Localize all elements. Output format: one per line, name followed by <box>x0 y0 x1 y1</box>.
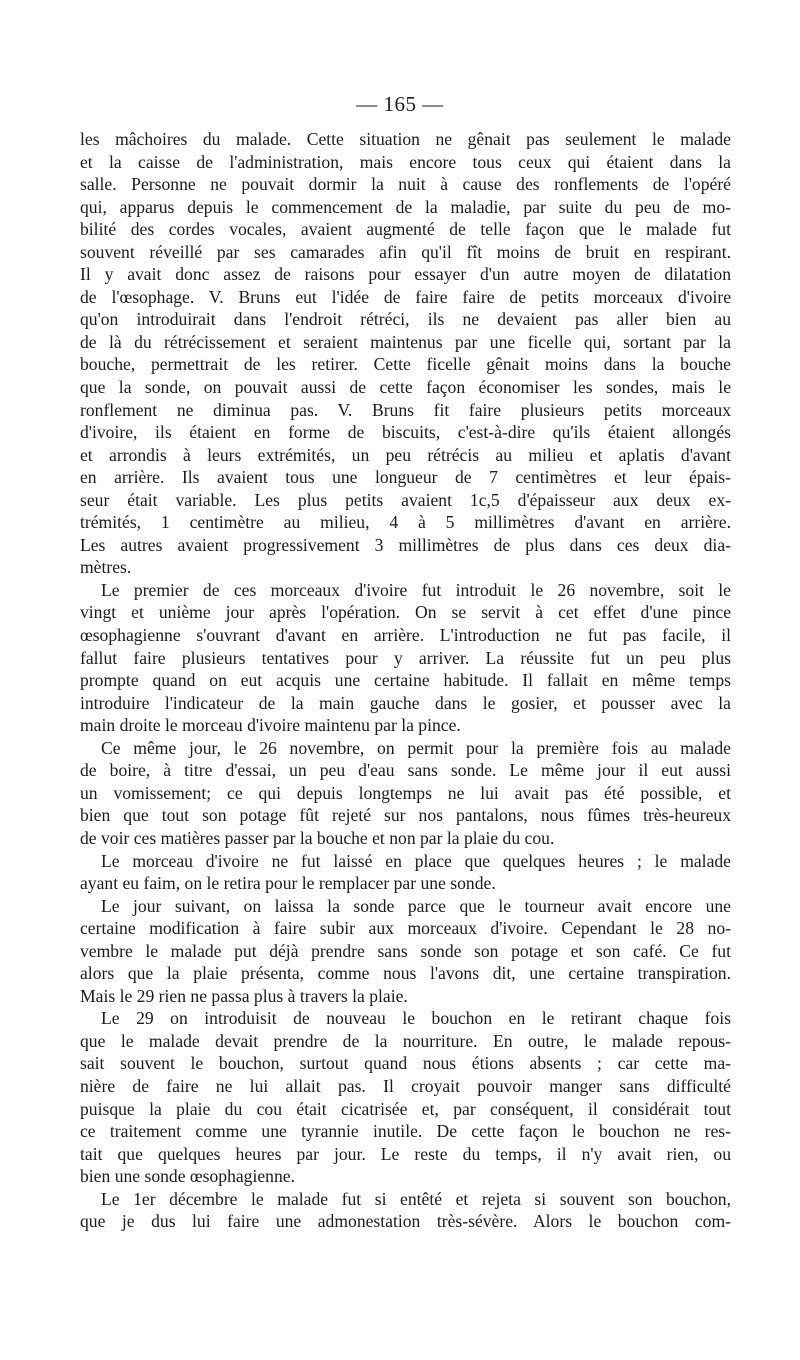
text-line: Ce même jour, le 26 novembre, on permit pour la première fois au malade <box>101 737 731 758</box>
text-line: vingt et unième jour après l'opération. On se servit à cet effet d'une pince <box>80 602 731 623</box>
text-line: Les autres avaient progressivement 3 millimètres de plus dans ces deux dia- <box>80 534 731 555</box>
text-line: main droite le morceau d'ivoire maintenu par la pince. <box>80 715 461 736</box>
text-line: mètres. <box>80 557 132 578</box>
text-line: ronflement ne diminua pas. V. Bruns fit faire plusieurs petits morceaux <box>80 399 731 420</box>
text-line: seur était variable. Les plus petits avaient 1c,5 d'épaisseur aux deux ex- <box>80 489 731 510</box>
text-line: Le jour suivant, on laissa la sonde parce que le tourneur avait encore une <box>101 895 731 916</box>
text-line: introduire l'indicateur de la main gauche dans le gosier, et pousser avec la <box>80 692 731 713</box>
text-line: qu'on introduirait dans l'endroit rétréci, ils ne devaient pas aller bien au <box>80 309 731 330</box>
text-line: Le morceau d'ivoire ne fut laissé en place que quelques heures ; le malade <box>101 850 731 871</box>
page-number: — 165 — <box>356 92 444 116</box>
text-line: les mâchoires du malade. Cette situation ne gênait pas seulement le malade <box>80 129 731 149</box>
text-line: fallut faire plusieurs tentatives pour y arriver. La réussite fut un peu plus <box>80 647 731 668</box>
text-line: ce traitement comme une tyrannie inutile. De cette façon le bouchon ne res- <box>80 1121 731 1142</box>
text-line: œsophagienne s'ouvrant d'avant en arrière. L'introduction ne fut pas facile, il <box>80 625 731 646</box>
text-line: Il y avait donc assez de raisons pour essayer d'un autre moyen de dilatation <box>80 264 731 285</box>
text-line: Le 1er décembre le malade fut si entêté et rejeta si souvent son bouchon, <box>101 1188 731 1209</box>
text-line: que le malade devait prendre de la nourriture. En outre, le malade repous- <box>80 1030 731 1051</box>
text-line: certaine modification à faire subir aux morceaux d'ivoire. Cependant le 28 no- <box>80 918 731 939</box>
text-line: qui, apparus depuis le commencement de la maladie, par suite du peu de mo- <box>80 196 731 217</box>
text-line: de l'œsophage. V. Bruns eut l'idée de faire faire de petits morceaux d'ivoire <box>80 286 731 307</box>
text-line: bien que tout son potage fût rejeté sur nos pantalons, nous fûmes très-heureux <box>80 805 731 826</box>
text-line: un vomissement; ce qui depuis longtemps ne lui avait pas été possible, et <box>80 782 731 803</box>
text-line: alors que la plaie présenta, comme nous l'avons dit, une certaine transpiration. <box>80 963 731 984</box>
text-line: bien une sonde œsophagienne. <box>80 1166 295 1187</box>
text-line: vembre le malade put déjà prendre sans sonde son potage et son café. Ce fut <box>80 940 731 961</box>
text-line: Le premier de ces morceaux d'ivoire fut introduit le 26 novembre, soit le <box>101 579 731 600</box>
text-line: Le 29 on introduisit de nouveau le bouchon en le retirant chaque fois <box>101 1008 731 1029</box>
text-line: d'ivoire, ils étaient en forme de biscuits, c'est-à-dire qu'ils étaient allongés <box>80 422 731 443</box>
text-line: de là du rétrécissement et seraient maintenus par une ficelle qui, sortant par la <box>80 331 731 352</box>
text-line: bouche, permettrait de les retirer. Cette ficelle gênait moins dans la bouche <box>80 354 731 375</box>
text-line: trémités, 1 centimètre au milieu, 4 à 5 millimètres d'avant en arrière. <box>80 512 731 533</box>
text-line: en arrière. Ils avaient tous une longueur de 7 centimètres et leur épais- <box>80 467 731 488</box>
text-line: sait souvent le bouchon, surtout quand nous étions absents ; car cette ma- <box>80 1053 731 1074</box>
text-line: puisque la plaie du cou était cicatrisée et, par conséquent, il considérait tout <box>80 1098 731 1119</box>
text-line: salle. Personne ne pouvait dormir la nuit à cause des ronflements de l'opéré <box>80 174 731 195</box>
text-line: et la caisse de l'administration, mais encore tous ceux qui étaient dans la <box>80 151 731 172</box>
text-line: bilité des cordes vocales, avaient augmenté de telle façon que le malade fut <box>80 219 731 240</box>
text-line: tait que quelques heures par jour. Le reste du temps, il n'y avait rien, ou <box>80 1143 731 1164</box>
text-line: que la sonde, on pouvait aussi de cette façon économiser les sondes, mais le <box>80 377 731 398</box>
text-line: de voir ces matières passer par la bouche et non par la plaie du cou. <box>80 827 555 848</box>
text-line: de boire, à titre d'essai, un peu d'eau sans sonde. Le même jour il eut aussi <box>80 760 731 781</box>
text-line: souvent réveillé par ses camarades afin qu'il fît moins de bruit en respirant. <box>80 241 731 262</box>
text-line: et arrondis à leurs extrémités, un peu rétrécis au milieu et aplatis d'avant <box>80 444 731 465</box>
text-line: nière de faire ne lui allait pas. Il croyait pouvoir manger sans difficulté <box>80 1075 731 1096</box>
body-text <box>80 128 731 1233</box>
text-line: que je dus lui faire une admonestation très-sévère. Alors le bouchon com- <box>80 1211 731 1232</box>
text-line: prompte quand on eut acquis une certaine habitude. Il fallait en même temps <box>80 670 731 691</box>
text-line: Mais le 29 rien ne passa plus à travers la plaie. <box>80 985 408 1006</box>
text-line: ayant eu faim, on le retira pour le remplacer par une sonde. <box>80 873 496 894</box>
